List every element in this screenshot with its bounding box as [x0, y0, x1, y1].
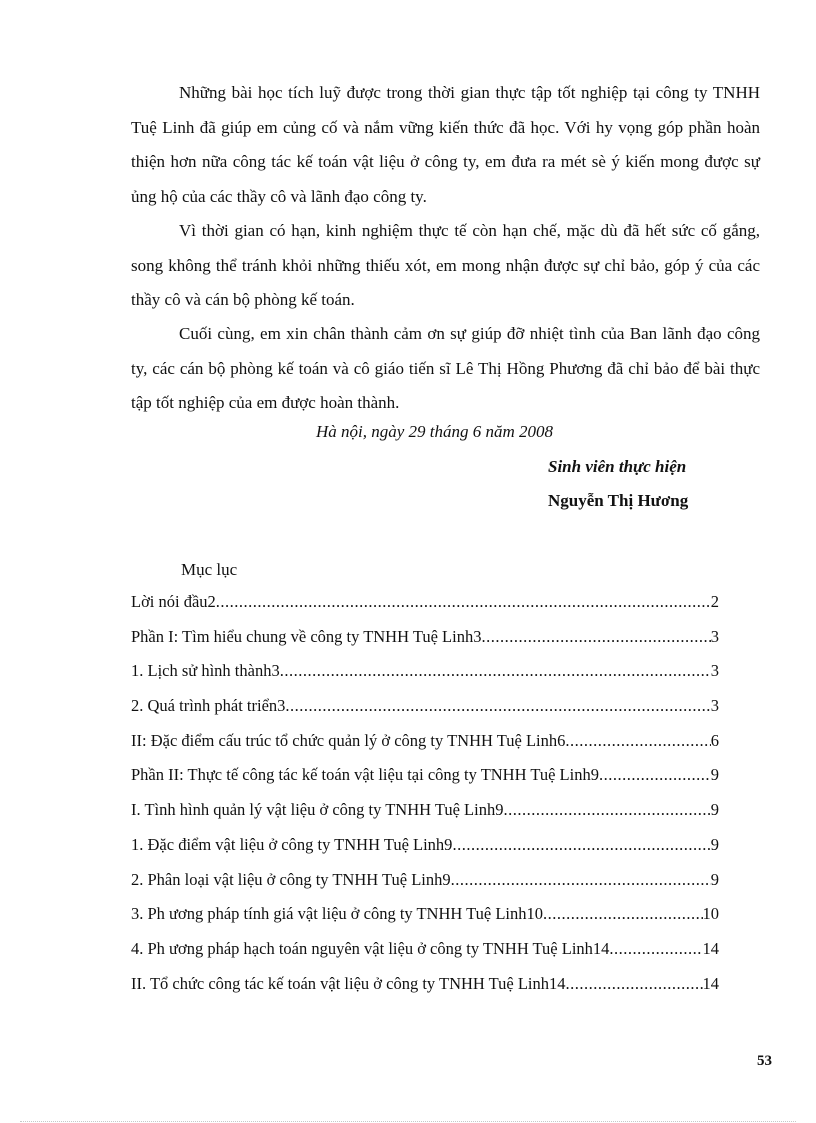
toc-entry-title: 4. Ph ương pháp hạch toán nguyên vật liệu ở công ty TNHH Tuệ Linh14 — [131, 938, 610, 958]
toc-entry-title: 1. Đặc điểm vật liệu ở công ty TNHH Tuệ Linh9 — [131, 834, 453, 854]
toc-leader-dots — [451, 870, 711, 890]
toc-entry[interactable] — [131, 592, 719, 627]
toc-entry[interactable] — [131, 870, 719, 905]
toc-entry[interactable] — [131, 696, 719, 731]
toc-entry-page: 14 — [702, 973, 719, 993]
toc-leader-dots — [481, 627, 710, 647]
signature-name: Nguyễn Thị Hương — [548, 491, 689, 510]
toc-entry-page: 14 — [702, 938, 719, 958]
paragraph-limitations: Vì thời gian có hạn, kinh nghiệm thực tế còn hạn chế, mặc dù đã hết sức cố gắng, song không thể tránh khỏi những thiếu xót, em mong nhận được sự chỉ bảo, góp ý của các thầy cô và cán bộ phòng kế toán. — [131, 221, 760, 309]
toc-leader-dots — [543, 904, 703, 924]
toc-entry-title: 2. Quá trình phát triển3 — [131, 696, 286, 716]
page-bottom-divider — [20, 1121, 796, 1122]
toc-leader-dots — [609, 939, 702, 959]
toc-entry-title: II: Đặc điểm cấu trúc tổ chức quản lý ở công ty TNHH Tuệ Linh6 — [131, 730, 566, 750]
toc-entry[interactable] — [131, 974, 719, 1009]
date-line: Hà nội, ngày 29 tháng 6 năm 2008 — [316, 422, 554, 441]
toc-leader-dots — [285, 696, 710, 716]
toc-entry-title: II. Tổ chức công tác kế toán vật liệu ở công ty TNHH Tuệ Linh14 — [131, 973, 566, 993]
toc-leader-dots — [566, 974, 703, 994]
toc-leader-dots — [280, 661, 711, 681]
toc-entry-page: 3 — [710, 661, 719, 681]
signature-title: Sinh viên thực hiện — [548, 457, 687, 476]
toc-leader-dots — [452, 835, 710, 855]
toc-entry[interactable] — [131, 661, 719, 696]
toc-heading: Mục lục — [181, 560, 238, 579]
toc-leader-dots — [565, 731, 710, 751]
toc-entry-title: I. Tình hình quản lý vật liệu ở công ty TNHH Tuệ Linh9 — [131, 800, 504, 820]
toc-leader-dots — [216, 592, 711, 612]
toc-entry-title: Lời nói đầu2 — [131, 592, 216, 611]
toc-entry[interactable] — [131, 800, 719, 835]
page-number: 53 — [757, 1053, 772, 1069]
toc-entry-page: 10 — [702, 904, 719, 924]
toc-entry-title: Phần I: Tìm hiểu chung về công ty TNHH Tuệ Linh3 — [131, 626, 482, 646]
toc-entry-title: 3. Ph ương pháp tính giá vật liệu ở công ty TNHH Tuệ Linh10 — [131, 904, 543, 924]
toc-entry[interactable] — [131, 904, 719, 939]
toc-entry-page: 9 — [710, 800, 719, 820]
toc-entry[interactable] — [131, 765, 719, 800]
toc-entry-page: 3 — [710, 626, 719, 646]
toc-entry-page: 3 — [710, 696, 719, 716]
toc-entry-title: Phần II: Thực tế công tác kế toán vật liệu tại công ty TNHH Tuệ Linh9 — [131, 765, 599, 785]
toc-entry-title: 2. Phân loại vật liệu ở công ty TNHH Tuệ Linh9 — [131, 869, 451, 889]
toc-leader-dots — [599, 765, 711, 785]
toc-entry[interactable] — [131, 835, 719, 870]
toc-entry-page: 9 — [710, 765, 719, 785]
toc-entry-page: 6 — [710, 730, 719, 750]
toc-entry-page: 9 — [710, 834, 719, 854]
toc-entry[interactable] — [131, 627, 719, 662]
paragraph-lessons: Những bài học tích luỹ được trong thời gian thực tập tốt nghiệp tại công ty TNHH Tuệ Linh đã giúp em củng cố và nắm vững kiến thức đã học. Với hy vọng góp phần hoàn thiện hơn nữa công tác kế toán vật liệu ở công ty, em đưa ra mét sè ý kiến mong được sự ủng hộ của các thầy cô và lãnh đạo công ty. — [131, 83, 760, 206]
toc-entry-page: 9 — [710, 869, 719, 889]
toc-entry-page: 2 — [710, 592, 719, 611]
table-of-contents — [131, 592, 719, 1008]
toc-entry-title: 1. Lịch sử hình thành3 — [131, 661, 280, 681]
toc-leader-dots — [503, 800, 710, 820]
paragraph-thanks: Cuối cùng, em xin chân thành cảm ơn sự giúp đỡ nhiệt tình của Ban lãnh đạo công ty, các cán bộ phòng kế toán và cô giáo tiến sĩ Lê Thị Hồng Phương đã chỉ bảo để bài thực tập tốt nghiệp của em được hoàn thành. — [131, 324, 760, 412]
toc-entry[interactable] — [131, 731, 719, 766]
toc-entry[interactable] — [131, 939, 719, 974]
